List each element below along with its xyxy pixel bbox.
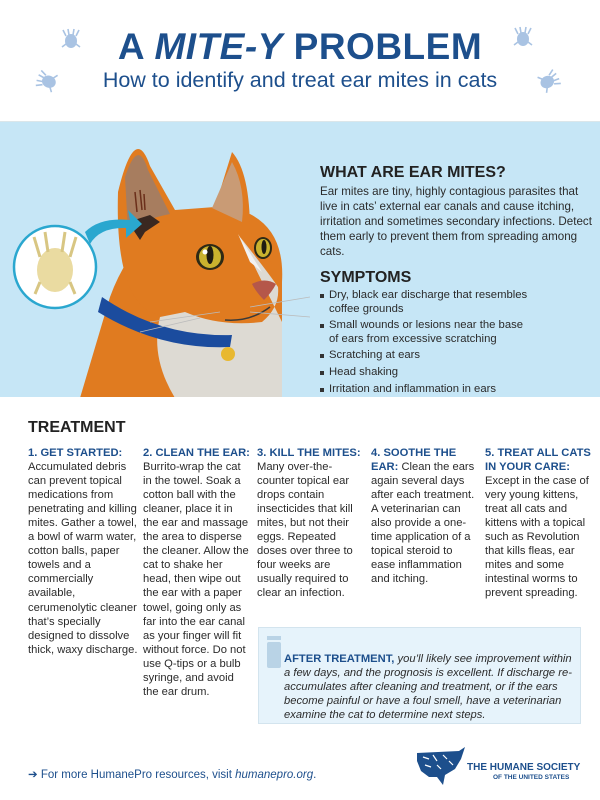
step-title: 5. TREAT ALL CATS IN YOUR CARE:	[485, 447, 591, 474]
step-title: 3. KILL THE MITES:	[257, 447, 361, 459]
hero-section	[0, 121, 600, 397]
arrow-icon: ➔	[28, 769, 38, 781]
treatment-heading: TREATMENT	[28, 419, 126, 436]
symptom-item: Scratching at ears	[320, 349, 530, 363]
symptoms-list	[320, 289, 592, 396]
step-body: Accumulated debris can prevent topical medications from penetrating and killing mites. Gather a towel, a bowl of warm water, cotton balls, paper towels and a commercially available, cerumenolytic cleaner that’s specially designed to dissolve thick, waxy discharge.	[28, 461, 138, 656]
symptom-item: Head shaking	[320, 366, 530, 380]
org-name: THE HUMANE SOCIETY	[467, 762, 581, 773]
step-title: 4. SOOTHE THE EAR:	[371, 447, 457, 474]
treatment-step-1	[28, 446, 138, 657]
step-body: Clean the ears again several days after each treatment. A veterinarian can also provide a one-time application of a topical steroid to ease inflammation and itching.	[371, 461, 475, 586]
symptom-item: Dry, black ear discharge that resembles coffee grounds	[320, 289, 530, 316]
after-treatment-callout	[258, 627, 581, 724]
symptom-item: Small wounds or lesions near the base of ears from excessive scratching	[320, 319, 530, 346]
page-title: A MITE-Y PROBLEM	[117, 26, 483, 67]
us-map-animals-icon	[415, 747, 467, 787]
cat-illustration	[0, 122, 310, 397]
hsus-logo	[415, 747, 595, 787]
quote-icon	[267, 636, 281, 640]
step-body: Burrito-wrap the cat in the towel. Soak a cotton ball with the cleaner, place it in the ear and massage the area to disperse the cleaner. Allow the cat to shake her head, then wipe out the ear with a paper towel, going only as far into the ear canal as your finger will fit without force. Do not use Q-tips or a bulb syringe, and avoid the ear drum.	[143, 461, 249, 698]
step-title: 2. CLEAN THE EAR:	[143, 447, 250, 459]
what-body: Ear mites are tiny, highly contagious parasites that live in cats’ external ear canals and cause itching, irritation and sometimes secondary infections. Detect them early to prevent them from spreading among cats.	[320, 185, 592, 258]
treatment-step-4	[371, 446, 477, 586]
step-body: Many over-the-counter topical ear drops contain insecticides that kill mites, but not their eggs. Repeated doses over three to four weeks are usually required to clear an infection.	[257, 461, 353, 600]
info-panel	[320, 164, 592, 397]
quote-icon	[267, 642, 281, 668]
treatment-step-3	[257, 446, 365, 601]
resources-link[interactable]: ➔ For more HumanePro resources, visit humanepro.org.	[28, 769, 317, 781]
callout-text: AFTER TREATMENT, you’ll likely see improvement within a few days, and the prognosis is excellent. If discharge re-accumulates after cleaning and treatment, or if the ears become painful or have a foul smell, have a veterinarian examine the cat to determine next steps.	[284, 653, 572, 721]
header	[0, 0, 600, 120]
what-heading: WHAT ARE EAR MITES?	[320, 164, 506, 181]
humanepro-link[interactable]: humanepro.org	[235, 769, 314, 781]
symptoms-heading: SYMPTOMS	[320, 269, 412, 286]
treatment-step-2	[143, 446, 251, 699]
step-body: Except in the case of very young kittens, treat all cats and kittens with a topical such as Revolution that kills fleas, ear mites and some intestinal worms to prevent spreading.	[485, 475, 589, 600]
treatment-step-5	[485, 446, 595, 601]
org-subname: OF THE UNITED STATES	[493, 774, 570, 781]
step-title: 1. GET STARTED:	[28, 447, 123, 459]
page-subtitle: How to identify and treat ear mites in cats	[102, 68, 498, 92]
symptom-item: Irritation and inflammation in ears	[320, 383, 530, 397]
